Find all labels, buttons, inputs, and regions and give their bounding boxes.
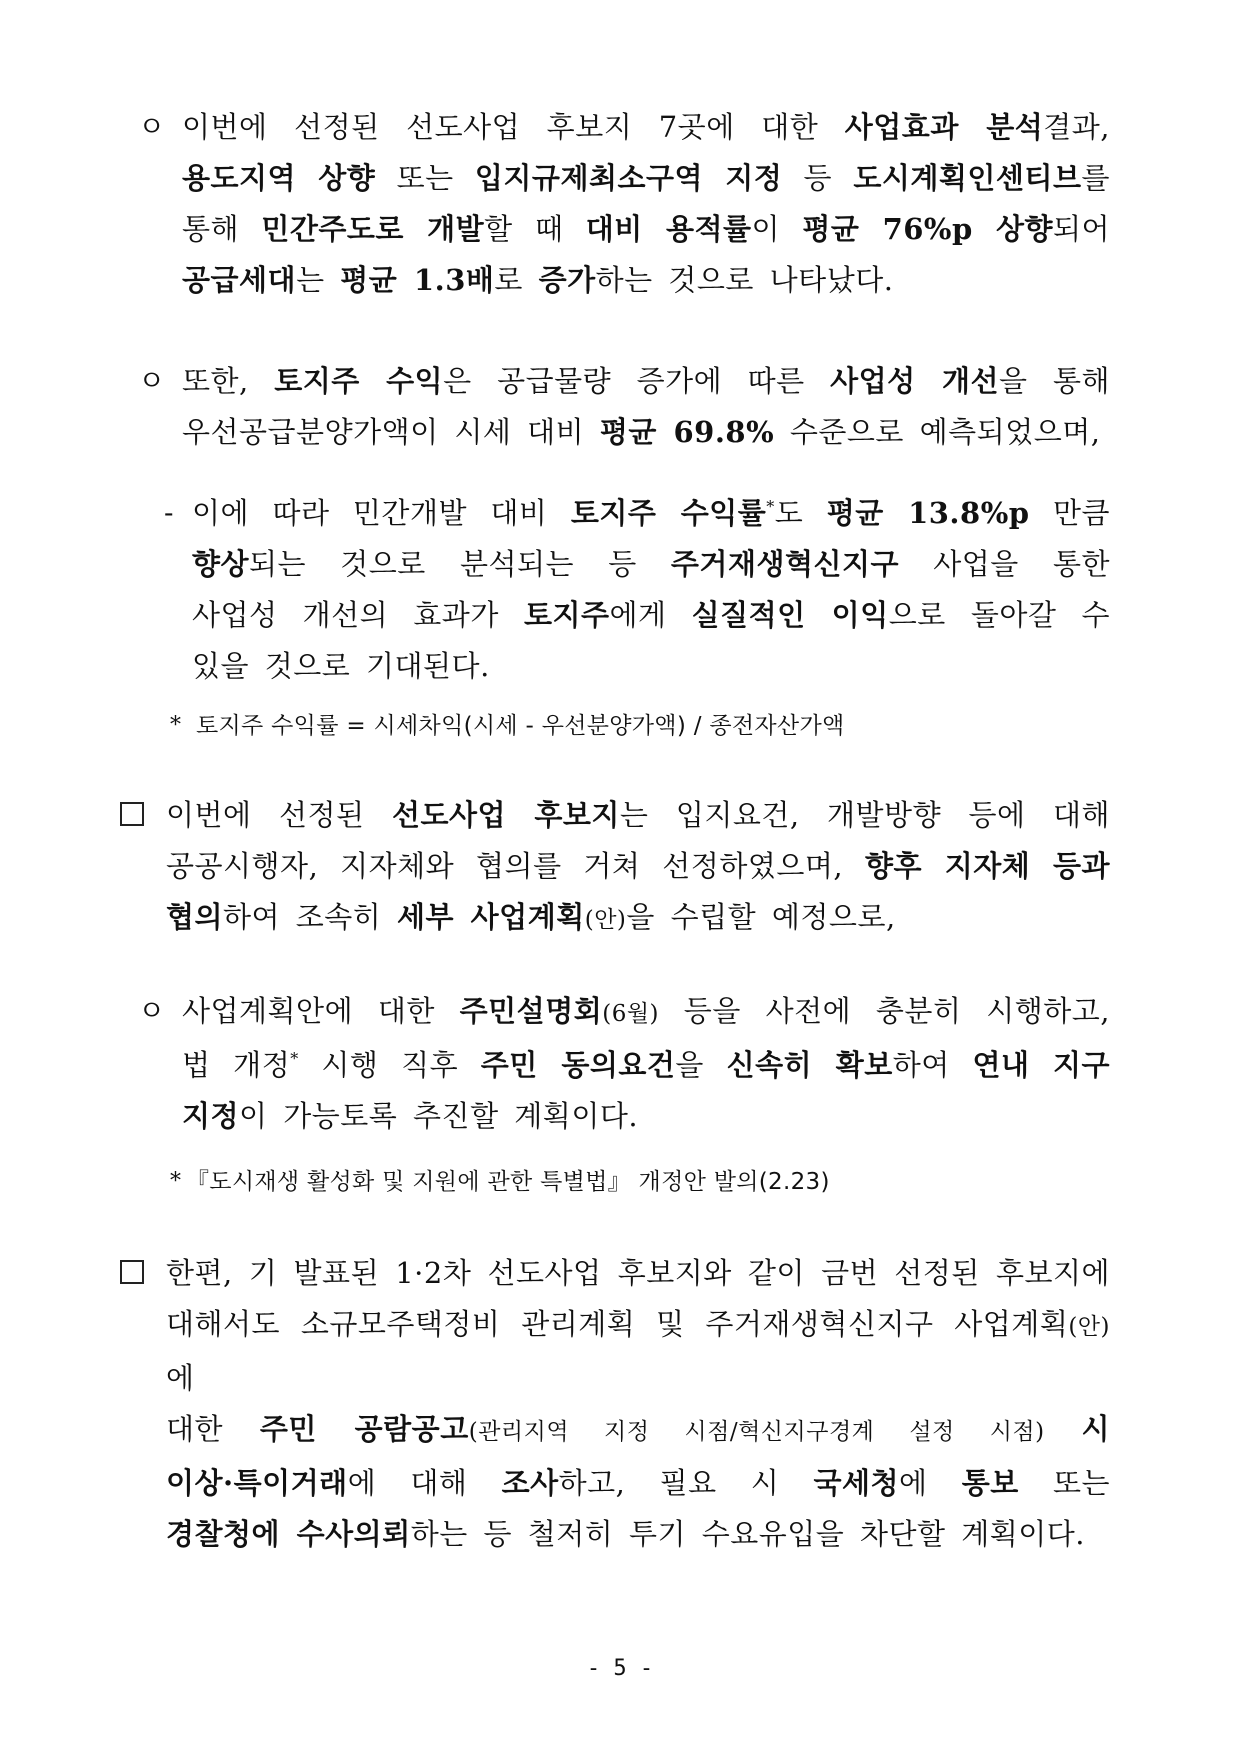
- text-run: 이 가능토록 추진할 계획이다.: [239, 1099, 639, 1133]
- paragraph-line: [166, 892, 1110, 946]
- bold-text: 입지규제최소구역 지정: [474, 161, 783, 195]
- text-run: 을: [675, 1048, 727, 1082]
- checkbox-square-icon: [120, 802, 144, 826]
- paragraph-line: [166, 1458, 1110, 1509]
- page-number: - 5 -: [586, 1656, 654, 1681]
- dash-bullet-icon: -: [164, 496, 174, 529]
- bold-text: 연내 지구: [972, 1048, 1111, 1082]
- paragraph-line: [182, 255, 1110, 306]
- text-run: 이번에 선정된: [166, 798, 392, 832]
- bold-text: 지정: [182, 1099, 240, 1133]
- paragraph-line: [192, 488, 1110, 539]
- text-run: 대한: [166, 1412, 260, 1446]
- paragraph-line: [182, 1040, 1110, 1091]
- bold-text: 통보: [961, 1466, 1019, 1500]
- bold-text: 시: [1081, 1412, 1111, 1446]
- text-run: 있을 것으로 기대된다.: [192, 649, 490, 683]
- bold-text: 대비 용적률: [585, 212, 752, 246]
- bold-text: 주민 공람공고: [259, 1412, 469, 1446]
- text-run: 되는 것으로 분석되는 등: [249, 547, 671, 581]
- bold-text: 토지주 수익: [274, 364, 444, 398]
- paragraph-line: [192, 590, 1110, 641]
- paragraph-line: [166, 1299, 1110, 1404]
- asterisk-icon: *: [170, 1169, 181, 1194]
- bold-text: 주민 동의요건: [480, 1048, 676, 1082]
- text-run: 또는: [1018, 1466, 1110, 1500]
- bold-text: 주거재생혁신지구: [670, 547, 900, 581]
- bold-text: 국세청: [813, 1466, 900, 1500]
- bold-text: 평균 13.8%p: [826, 496, 1030, 530]
- bold-text: 선도사업 후보지: [391, 798, 620, 832]
- text-run: 또한,: [182, 364, 275, 398]
- text-run: 결과,: [1043, 110, 1111, 144]
- text-run: 대해서도 소규모주택정비 관리계획 및 주거재생혁신지구 사업계획: [166, 1307, 1069, 1341]
- text-run: 이에 따라 민간개발 대비: [192, 496, 571, 530]
- paragraph-text: [182, 102, 1110, 306]
- bold-text: 공급세대: [182, 263, 297, 297]
- paragraph-line: [182, 986, 1110, 1040]
- text-run: 에 대해: [347, 1466, 502, 1500]
- paragraph-line: [182, 102, 1110, 153]
- paragraph-line: [182, 204, 1110, 255]
- paragraph-text: [182, 986, 1110, 1142]
- text-run: 에게: [609, 598, 692, 632]
- text-run: 만큼: [1029, 496, 1111, 530]
- paragraph-line: [166, 1248, 1110, 1299]
- text-run: 법 개정: [182, 1048, 291, 1082]
- text-run: 한편, 기 발표된 1·2차 선도사업 후보지와 같이 금번 선정된 후보지에: [166, 1256, 1110, 1290]
- bold-text: 도시계획인센티브: [853, 161, 1082, 195]
- paragraph-text: [182, 356, 1110, 458]
- small-text: (안): [1068, 1314, 1110, 1340]
- text-run: 등을 사전에 충분히 시행하고,: [659, 994, 1110, 1028]
- text-run: 하여 조속히: [223, 900, 398, 934]
- bold-text: 평균 69.8%: [599, 415, 775, 449]
- text-run: 에: [166, 1361, 195, 1395]
- bold-text: 조사: [501, 1466, 559, 1500]
- text-run: 하고, 필요 시: [558, 1466, 814, 1500]
- text-run: [1045, 1412, 1082, 1446]
- bold-text: 평균 1.3배: [340, 263, 495, 297]
- text-run: 되어: [1052, 212, 1111, 246]
- bold-text: 주민설명회: [459, 994, 603, 1028]
- text-run: 하는 등 철저히 투기 수요유입을 차단할 계획이다.: [410, 1517, 1086, 1551]
- bold-text: 사업효과 분석: [844, 110, 1044, 144]
- paragraph-line: [166, 1509, 1110, 1560]
- small-text: (관리지역 지정 시점/혁신지구경계 설정 시점): [468, 1419, 1045, 1445]
- circle-bullet-icon: ㅇ: [138, 364, 166, 397]
- bold-text: 세부 사업계획: [397, 900, 585, 934]
- text-run: 도: [774, 496, 827, 530]
- text-run: 사업성 개선의 효과가: [192, 598, 524, 632]
- text-run: 을 통해: [998, 364, 1110, 398]
- bold-text: 향후 지자체 등과: [864, 849, 1110, 883]
- text-run: 은 공급물량 증가에 따른: [443, 364, 831, 398]
- paragraph-line: [192, 641, 1110, 692]
- text-run: 에: [899, 1466, 962, 1500]
- text-run: 등: [782, 161, 854, 195]
- footnote-mark: *: [766, 497, 775, 516]
- circle-bullet-icon: ㅇ: [138, 110, 166, 143]
- paragraph-line: [166, 841, 1110, 892]
- text-run: 를: [1081, 161, 1110, 195]
- footnote-text: 토지주 수익률 = 시세차익(시세 - 우선분양가액) / 종전자산가액: [196, 713, 845, 739]
- text-run: 시행 직후: [298, 1048, 481, 1082]
- bold-text: 평균 76%p 상향: [802, 212, 1053, 246]
- bold-text: 증가: [538, 263, 596, 297]
- bold-text: 신속히 확보: [726, 1048, 893, 1082]
- bold-text: 향상: [192, 547, 250, 581]
- paragraph-line: [166, 1404, 1110, 1458]
- text-run: 수준으로 예측되었으며,: [774, 415, 1101, 449]
- text-run: 통해: [182, 212, 262, 246]
- bold-text: 이상·특이거래: [166, 1466, 348, 1500]
- paragraph-line: [182, 1091, 1110, 1142]
- paragraph-text: [166, 1248, 1110, 1560]
- bold-text: 토지주 수익률: [570, 496, 767, 530]
- text-run: 또는: [375, 161, 475, 195]
- text-run: 하는 것으로 나타났다.: [595, 263, 894, 297]
- text-run: 이: [751, 212, 803, 246]
- text-run: 우선공급분양가액이 시세 대비: [182, 415, 600, 449]
- text-run: 로: [494, 263, 539, 297]
- text-run: 는: [296, 263, 341, 297]
- paragraph-line: [192, 539, 1110, 590]
- bold-text: 협의: [166, 900, 224, 934]
- paragraph-line: [182, 407, 1110, 458]
- text-run: 으로 돌아갈 수: [888, 598, 1111, 632]
- bold-text: 실질적인 이익: [691, 598, 889, 632]
- paragraph-line: [166, 790, 1110, 841]
- text-run: 공공시행자, 지자체와 협의를 거쳐 선정하였으며,: [166, 849, 865, 883]
- bold-text: 사업성 개선: [830, 364, 999, 398]
- text-run: 할 때: [484, 212, 586, 246]
- bold-text: 민간주도로 개발: [261, 212, 485, 246]
- paragraph-line: [182, 356, 1110, 407]
- checkbox-square-icon: [120, 1260, 144, 1284]
- footnote-text: 『도시재생 활성화 및 지원에 관한 특별법』 개정안 발의(2.23): [186, 1169, 830, 1195]
- asterisk-icon: *: [170, 713, 181, 738]
- text-run: 이번에 선정된 선도사업 후보지 7곳에 대한: [182, 110, 845, 144]
- small-text: (6월): [602, 1001, 660, 1027]
- paragraph-text: [166, 790, 1110, 946]
- text-run: 사업을 통한: [899, 547, 1110, 581]
- text-run: 을 수립할 예정으로,: [626, 900, 896, 934]
- footnote-mark: *: [290, 1049, 299, 1068]
- text-run: 사업계획안에 대한: [182, 994, 460, 1028]
- text-run: 는 입지요건, 개발방향 등에 대해: [619, 798, 1110, 832]
- circle-bullet-icon: ㅇ: [138, 994, 166, 1027]
- bold-text: 용도지역 상향: [182, 161, 376, 195]
- bold-text: 경찰청에 수사의뢰: [166, 1517, 411, 1551]
- bold-text: 토지주: [523, 598, 610, 632]
- small-text: (안): [584, 907, 627, 933]
- paragraph-line: [182, 153, 1110, 204]
- paragraph-text: [192, 488, 1110, 692]
- text-run: 하여: [892, 1048, 973, 1082]
